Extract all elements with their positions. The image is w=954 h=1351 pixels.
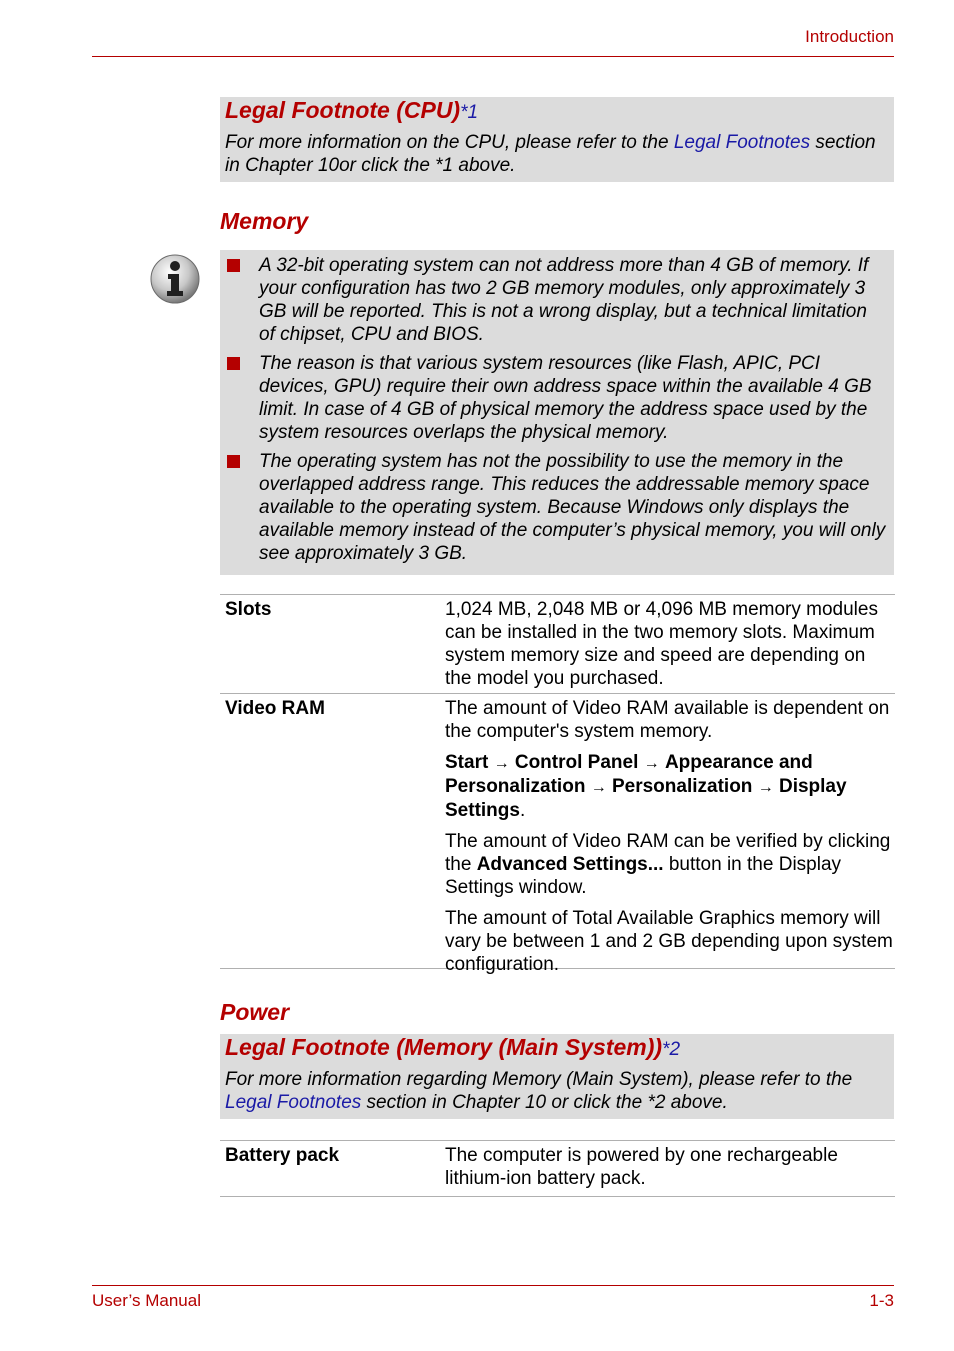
legal-footnotes-link[interactable]: Legal Footnotes xyxy=(225,1092,362,1113)
note-item: The operating system has not the possibility to use the memory in the overlapped address range. This reduces the addressable memory space available to the operating system. Because Windows only displays the available memory instead of the computer’s physical memory, you will only see approximately 3 GB. xyxy=(224,450,886,565)
page-number: 1-3 xyxy=(869,1291,894,1310)
video-ram-label: Video RAM xyxy=(225,698,325,719)
memory-spec-table xyxy=(220,594,895,975)
slots-value: 1,024 MB, 2,048 MB or 4,096 MB memory modules can be installed in the two memory slots. Maximum system memory size and speed are depending on the model you purchased. xyxy=(445,599,878,689)
legal-footnotes-link[interactable]: Legal Footnotes xyxy=(673,132,811,153)
footer-manual-title: User’s Manual xyxy=(92,1291,201,1310)
arrow-icon: → xyxy=(757,779,774,796)
info-icon xyxy=(150,253,200,305)
table-row xyxy=(220,594,895,693)
header-title: Introduction xyxy=(805,27,894,46)
arrow-icon: → xyxy=(643,755,660,772)
header-rule xyxy=(92,56,894,57)
cpu-footnote-ref-link[interactable]: *1 xyxy=(460,102,479,123)
battery-pack-label: Battery pack xyxy=(225,1145,340,1166)
memory-footnote-box xyxy=(220,1034,894,1119)
table-row xyxy=(220,1140,895,1197)
cpu-footnote-body: For more information on the CPU, please refer to the Legal Footnotes section in Chapter 10or click the *1 above. xyxy=(225,132,876,176)
cpu-footnote-title: Legal Footnote (CPU)*1 xyxy=(225,97,479,123)
memory-footnote-ref-link[interactable]: *2 xyxy=(662,1039,681,1060)
footer-rule xyxy=(92,1285,894,1286)
power-heading: Power xyxy=(220,999,290,1025)
bullet-icon xyxy=(227,259,240,272)
power-spec-table xyxy=(220,1140,895,1197)
arrow-icon: → xyxy=(493,755,510,772)
memory-notes xyxy=(220,250,894,575)
memory-footnote-title: Legal Footnote (Memory (Main System))*2 xyxy=(225,1034,681,1060)
table-row xyxy=(220,693,895,975)
memory-heading: Memory xyxy=(220,208,309,234)
slots-label: Slots xyxy=(225,599,272,620)
battery-pack-value: The computer is powered by one rechargeable lithium-ion battery pack. xyxy=(445,1145,838,1189)
display-settings-path: Start → Control Panel → Appearance and Personalization → Personalization → Display Settings. xyxy=(445,752,847,821)
cpu-footnote-box xyxy=(220,97,894,182)
bullet-icon xyxy=(227,455,240,468)
arrow-icon: → xyxy=(590,779,607,796)
note-item: A 32-bit operating system can not address more than 4 GB of memory. If your configuration has two 2 GB memory modules, only approximately 3 GB will be reported. This is not a wrong display, but a technical limitation of chipset, CPU and BIOS. xyxy=(224,254,886,346)
video-ram-value: The amount of Video RAM available is dependent on the computer's system memory. Start → Control Panel → Appearance and Personalization → Personalization → Display Settings. The amount of Video RAM can be verified by clicking the Advanced Settings... button in the Display Settings window. The amount of Total Available Graphics memory will vary be between 1 and 2 GB depending upon system configuration. xyxy=(445,696,895,968)
note-item: The reason is that various system resources (like Flash, APIC, PCI devices, GPU) require their own address space within the available 4 GB limit. In case of 4 GB of physical memory the address space used by the system resources overlaps the physical memory. xyxy=(224,352,886,444)
bullet-icon xyxy=(227,357,240,370)
memory-footnote-body: For more information regarding Memory (Main System), please refer to the Legal Footnotes section in Chapter 10 or click the *2 above. xyxy=(225,1069,853,1113)
